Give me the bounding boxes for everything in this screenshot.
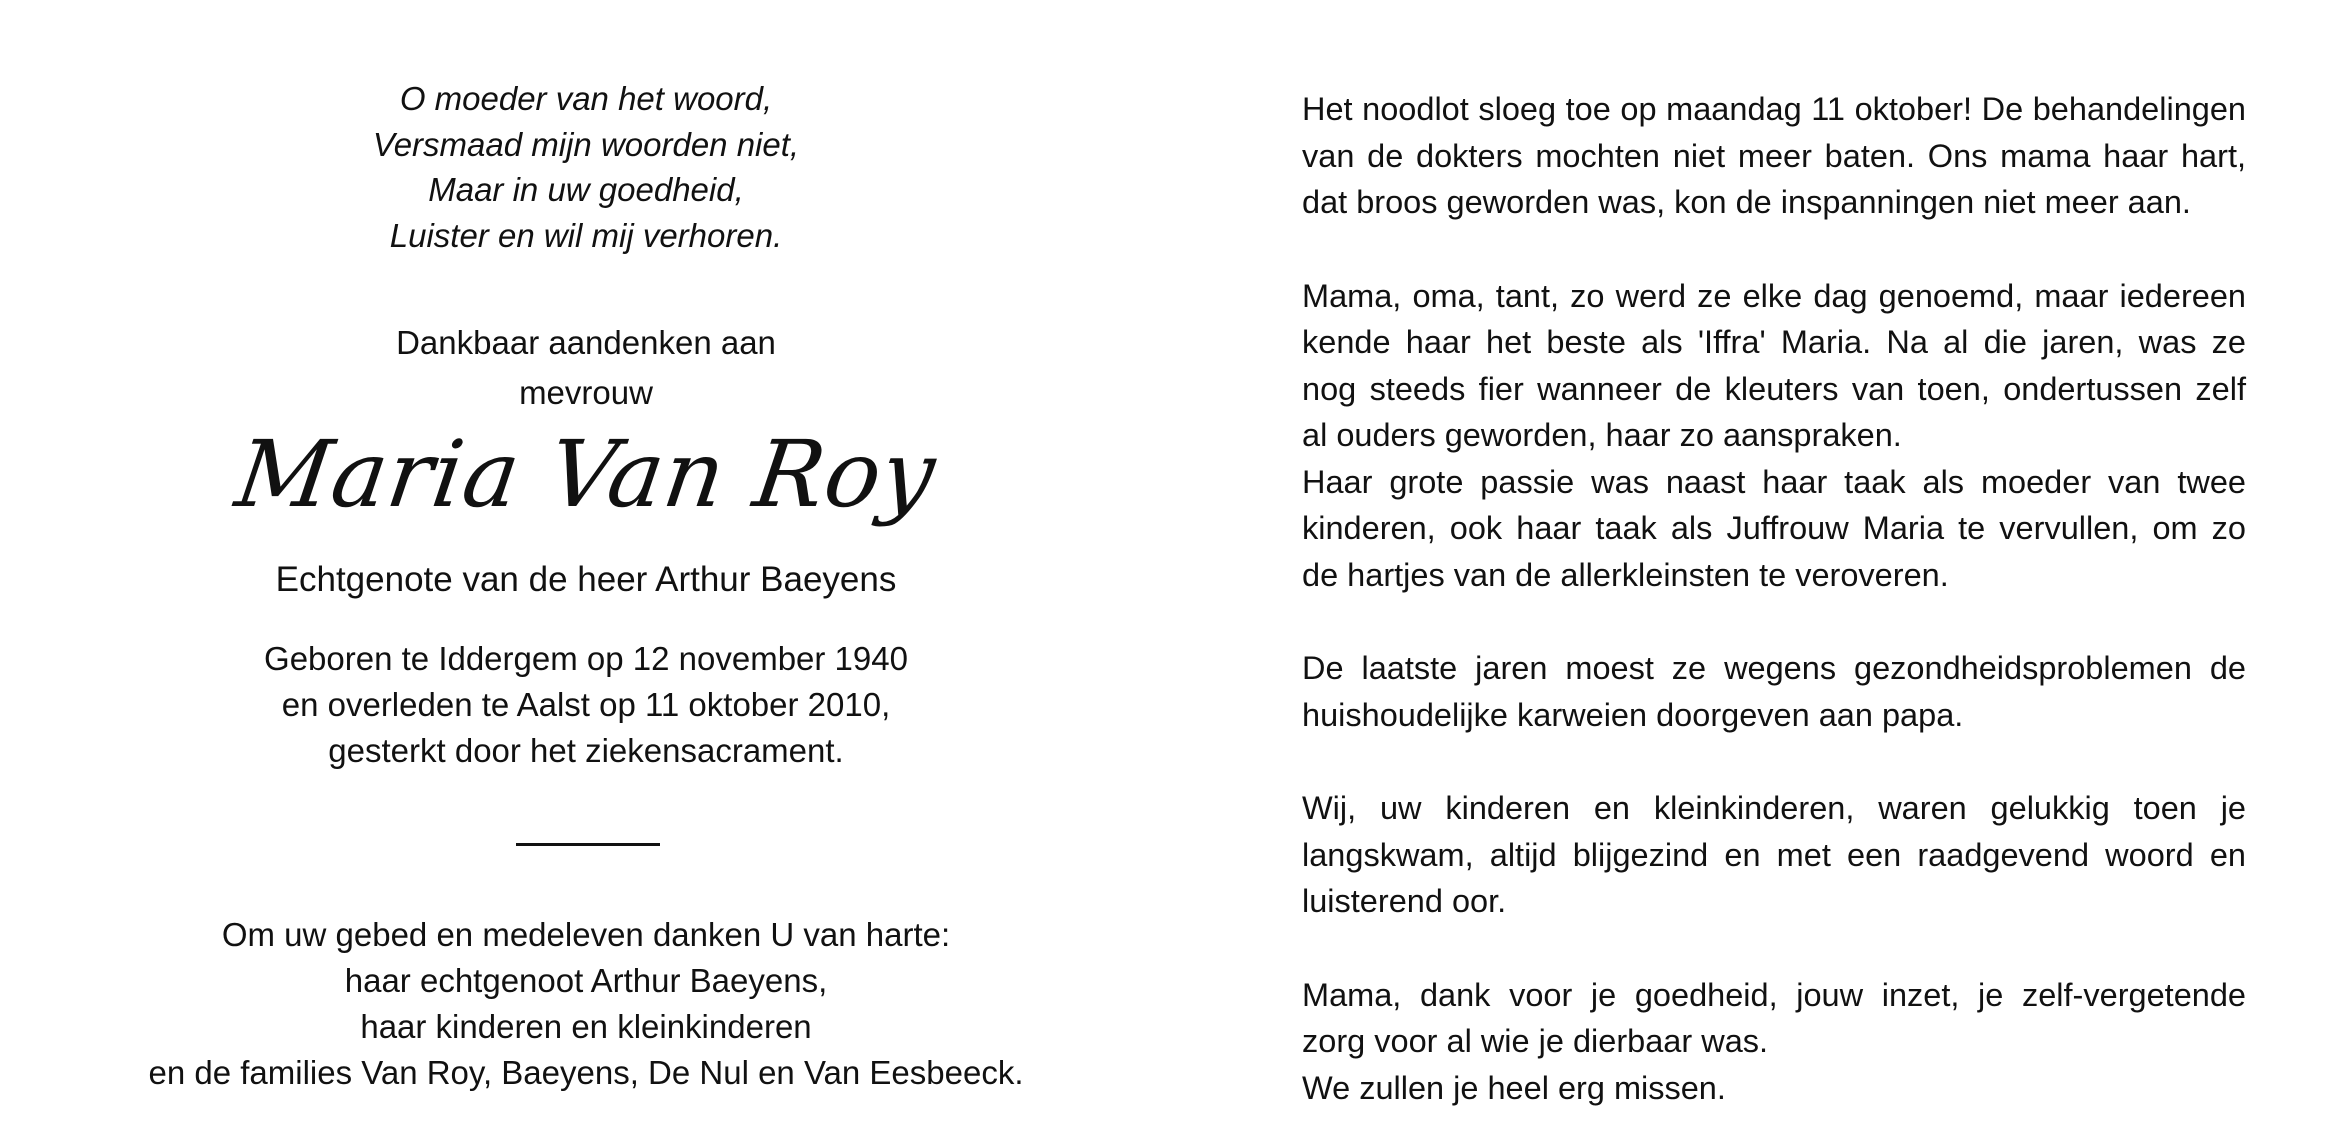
right-panel	[1302, 86, 2246, 1111]
dedication-title: mevrouw	[519, 374, 653, 411]
text-line: luisterend oor.	[1302, 883, 1507, 919]
paragraph-children	[1302, 785, 2246, 925]
text-line: kinderen, ook haar taak als Juffrouw Maria te vervullen, om zo	[1302, 510, 2246, 546]
text-line: de hartjes van de allerkleinsten te veroveren.	[1302, 556, 1949, 593]
thanks-line: Om uw gebed en medeleven danken U van harte:	[221, 916, 951, 953]
thanks-line: haar kinderen en kleinkinderen	[360, 1008, 812, 1045]
text-line: kende haar het beste als 'Iffra' Maria. Na al die jaren, was ze	[1302, 324, 2246, 360]
spouse-line: Echtgenote van de heer Arthur Baeyens	[275, 560, 897, 599]
paragraph-last-years	[1302, 645, 2246, 738]
thanks-line: en de families Van Roy, Baeyens, De Nul en Van Eesbeeck.	[148, 1054, 1024, 1091]
text-line: zorg voor al wie je dierbaar was.	[1302, 1023, 1769, 1059]
paragraph-names	[1302, 273, 2246, 459]
poem-line: O moeder van het woord,	[399, 80, 773, 117]
text-line: Het noodlot sloeg toe op maandag 11 oktober! De behandelingen	[1302, 91, 2246, 127]
poem-line: Versmaad mijn woorden niet,	[372, 125, 800, 163]
deceased-name: Maria Van Roy	[229, 421, 943, 528]
death-line: en overleden te Aalst op 11 oktober 2010,	[281, 686, 891, 723]
paragraph-fate	[1302, 86, 2246, 226]
poem-line: Maar in uw goedheid,	[428, 171, 744, 208]
thanks-line: haar echtgenoot Arthur Baeyens,	[344, 962, 828, 999]
text-line: Wij, uw kinderen en kleinkinderen, waren gelukkig toen je	[1302, 790, 2246, 826]
text-line: huishoudelijke karweien doorgeven aan papa.	[1302, 696, 1964, 733]
prayer-poem	[0, 76, 1172, 258]
text-line: Mama, dank voor je goedheid, jouw inzet, je zelf-vergetende	[1302, 976, 2246, 1013]
poem-line: Luister en wil mij verhoren.	[389, 216, 783, 254]
text-line: nog steeds fier wanneer de kleuters van toen, ondertussen zelf	[1302, 370, 2246, 407]
text-line: Haar grote passie was naast haar taak als moeder van twee	[1302, 463, 2246, 500]
paragraph-farewell	[1302, 972, 2246, 1112]
sacrament-line: gesterkt door het ziekensacrament.	[328, 732, 844, 769]
life-dates	[0, 636, 1172, 774]
text-line: van de dokters mochten niet meer baten. Ons mama haar hart,	[1302, 137, 2246, 174]
text-line: dat broos geworden was, kon de inspanningen niet meer aan.	[1302, 184, 2191, 220]
divider-line	[516, 843, 660, 846]
paragraph-passion	[1302, 459, 2246, 599]
text-line: De laatste jaren moest ze wegens gezondheidsproblemen de	[1302, 650, 2246, 686]
text-line: Mama, oma, tant, zo werd ze elke dag genoemd, maar iedereen	[1302, 277, 2246, 314]
thanks-block	[0, 912, 1172, 1096]
birth-line: Geboren te Iddergem op 12 november 1940	[264, 640, 908, 677]
text-line: langskwam, altijd blijgezind en met een raadgevend woord en	[1302, 836, 2246, 873]
text-line: al ouders geworden, haar zo aanspraken.	[1302, 417, 1902, 453]
dedication-line: Dankbaar aandenken aan	[396, 324, 776, 361]
dedication	[0, 318, 1172, 418]
text-line: We zullen je heel erg missen.	[1302, 1069, 1726, 1106]
